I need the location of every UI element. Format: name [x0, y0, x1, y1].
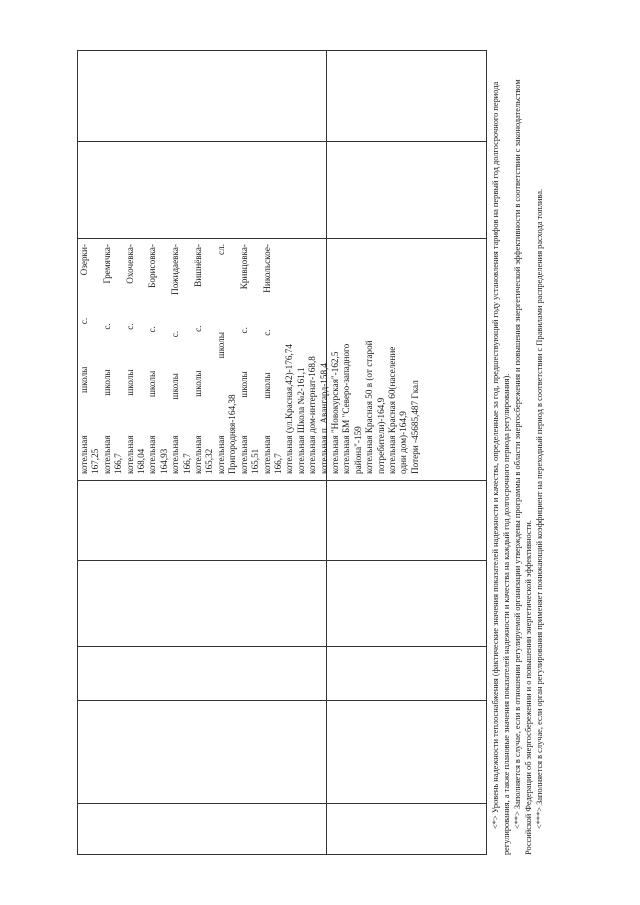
table-col-divider [78, 803, 486, 804]
table-entry: 165,32 [204, 448, 215, 474]
table-col-divider [78, 700, 486, 701]
footnote: <*> Уровень надежности теплоснабжения (фактические значения показателей надежности и качества, определенные за год, предшествующий году установления тарифов на первый год долгосрочного периода регулирования, а также плановые значения показателей надежности и качества на каждый год долгосрочного периода регулирования). [491, 81, 511, 855]
table-entry: котельная школы сл. [215, 244, 226, 474]
table-entry: Потери -45685,487 Гкал [409, 380, 420, 474]
footnote: <**> Заполняется в случае, если в отношении регулируемой организации утверждены программы в области энергосбережения и повышения энергетической эффективности в соответствии с законодательством Российской Федерации об энергосбережении и о повышении энергетической эффективности. [513, 79, 533, 855]
table-entry: котельная школы с. Озерки- [79, 244, 89, 474]
table-entry: 164,93 [158, 448, 169, 474]
table-col-divider [78, 238, 486, 239]
table-entry: котельная Красная 60(население [386, 346, 397, 474]
table-entry: 165,51 [250, 448, 261, 474]
table-entry: Пригородняя-164,38 [227, 394, 238, 474]
table-entry: котельная (ул.Красная,42)-176,74 [284, 344, 295, 474]
tariff-table [77, 50, 487, 855]
table-entry: потребители)-164,9 [375, 397, 386, 474]
table-entry: котельная школы с. Кривцовка- [238, 244, 249, 474]
table-entry: котельная п. Авангард-158,4 [318, 363, 329, 474]
table-entry: 166,7 [113, 453, 124, 474]
table-col-divider [78, 646, 486, 647]
table-entry: котельная Красная 50 в (от старой [364, 340, 375, 474]
table-col-divider [78, 480, 486, 481]
table-entry: котельная школы с. Охочевка- [124, 244, 135, 474]
table-col-divider [78, 560, 486, 561]
table-entry: одни дом)-164,9 [398, 411, 409, 474]
boiler-list-cell [79, 244, 421, 474]
table-entry: котельная дом-интернат-168,8 [307, 356, 318, 474]
table-entry: 166,7 [272, 453, 283, 474]
table-entry: котельная школы с. Никольское- [261, 244, 272, 474]
table-entry: котельная БМ "Северо-западного [341, 343, 352, 474]
table-entry: 168,04 [136, 448, 147, 474]
table-entry: котельная Школа №2-161,1 [295, 367, 306, 474]
table-entry: котельная "Новокурская"-162,5 [329, 351, 340, 474]
table-entry: 167,25 [90, 448, 101, 474]
table-entry: 166,7 [181, 453, 192, 474]
table-col-divider [78, 141, 486, 142]
table-entry: котельная школы с. Пожидаевка- [170, 244, 181, 474]
table-entry: котельная школы с. Гремячка- [101, 244, 112, 474]
table-entry: района"-159 [352, 426, 363, 474]
table-entry: котельная школы с. Борисовка- [147, 244, 158, 474]
footnote: <***> Заполняется в случае, если орган регулирования применяет понижающий коэффициент на переходный период в соответствии с Правилами распределения расхода топлива. [535, 188, 544, 829]
table-entry: котельная школы с. Вишнёвка- [193, 244, 204, 474]
footnotes [490, 50, 545, 855]
